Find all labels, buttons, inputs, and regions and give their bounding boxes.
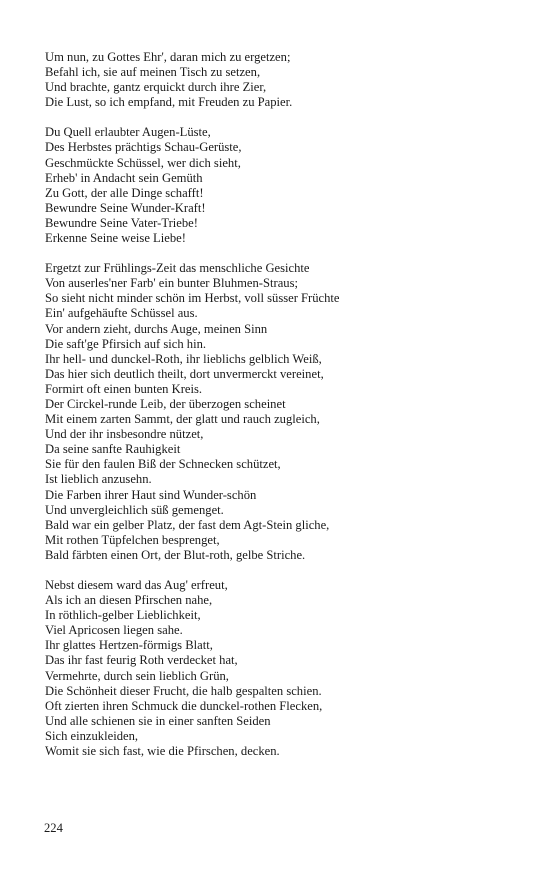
poem-line: Des Herbstes prächtigs Schau-Gerüste, <box>45 140 242 155</box>
poem-line: Ihr glattes Hertzen-förmigs Blatt, <box>45 638 213 653</box>
poem-line: Als ich an diesen Pfirschen nahe, <box>45 593 213 608</box>
poem-line: Bewundre Seine Wunder-Kraft! <box>45 200 206 215</box>
poem-line: Erheb' in Andacht sein Gemüth <box>45 170 203 185</box>
poem-line: Geschmückte Schüssel, wer dich sieht, <box>45 155 241 170</box>
poem-line: Sich einzukleiden, <box>45 728 139 743</box>
poem-line: Ergetzt zur Frühlings-Zeit das menschliche Gesichte <box>45 261 310 276</box>
stanza-1 <box>45 50 525 110</box>
poem-line: Bald war ein gelber Platz, der fast dem Agt-Stein gliche, <box>45 517 330 532</box>
poem-line: Befahl ich, sie auf meinen Tisch zu setzen, <box>45 65 261 80</box>
poem-line: Erkenne Seine weise Liebe! <box>45 231 186 246</box>
poem-line: Sie für den faulen Biß der Schnecken schützet, <box>45 457 281 472</box>
poem-line: Bewundre Seine Vater-Triebe! <box>45 215 198 230</box>
stanza-2 <box>45 125 525 246</box>
poem-line: Viel Apricosen liegen sahe. <box>45 623 183 638</box>
poem-line: Das hier sich deutlich theilt, dort unvermerckt vereinet, <box>45 366 324 381</box>
poem-line: Ihr hell- und dunckel-Roth, ihr lieblichs gelblich Weiß, <box>45 351 322 366</box>
poem-line: Die saft'ge Pfirsich auf sich hin. <box>45 336 207 351</box>
poem-line: Und brachte, gantz erquickt durch ihre Zier, <box>45 80 267 95</box>
poem-line: So sieht nicht minder schön im Herbst, voll süsser Früchte <box>45 291 340 306</box>
poem-line: Ein' aufgehäufte Schüssel aus. <box>45 306 198 321</box>
poem-line: Die Schönheit dieser Frucht, die halb gespalten schien. <box>45 683 322 698</box>
poem-line: Der Circkel-runde Leib, der überzogen scheinet <box>45 396 286 411</box>
poem-line: Und unvergleichlich süß gemenget. <box>45 502 224 517</box>
poem-line: Da seine sanfte Rauhigkeit <box>45 442 181 457</box>
poem-line: Du Quell erlaubter Augen-Lüste, <box>45 125 211 140</box>
poem-line: Womit sie sich fast, wie die Pfirschen, decken. <box>45 744 280 759</box>
poem-line: Oft zierten ihren Schmuck die dunckel-rothen Flecken, <box>45 698 323 713</box>
poem-line: Bald färbten einen Ort, der Blut-roth, gelbe Striche. <box>45 547 306 562</box>
poem-line: Mit rothen Tüpfelchen besprenget, <box>45 532 220 547</box>
poem-line: Nebst diesem ward das Aug' erfreut, <box>45 578 228 592</box>
poem-line: Vermehrte, durch sein lieblich Grün, <box>45 668 229 683</box>
stanza-4 <box>45 578 525 759</box>
poem-line: Die Farben ihrer Haut sind Wunder-schön <box>45 487 257 502</box>
poem-line: Von auserles'ner Farb' ein bunter Bluhmen-Straus; <box>45 276 298 291</box>
stanza-3 <box>45 261 525 563</box>
poem-body <box>45 50 525 774</box>
poem-line: Vor andern zieht, durchs Auge, meinen Sinn <box>45 321 268 336</box>
poem-line: Und alle schienen sie in einer sanften Seiden <box>45 713 271 728</box>
poem-line: Mit einem zarten Sammt, der glatt und rauch zugleich, <box>45 412 320 427</box>
poem-line: Die Lust, so ich empfand, mit Freuden zu Papier. <box>45 95 293 110</box>
page-number: 224 <box>44 821 63 835</box>
poem-line: Das ihr fast feurig Roth verdecket hat, <box>45 653 238 668</box>
poem-line: Und der ihr insbesondre nützet, <box>45 427 204 442</box>
poem-line: Zu Gott, der alle Dinge schafft! <box>45 185 204 200</box>
poem-line: Formirt oft einen bunten Kreis. <box>45 381 203 396</box>
poem-line: In röthlich-gelber Lieblichkeit, <box>45 608 201 623</box>
poem-line: Um nun, zu Gottes Ehr', daran mich zu ergetzen; <box>45 50 291 64</box>
poem-line: Ist lieblich anzusehn. <box>45 472 152 487</box>
